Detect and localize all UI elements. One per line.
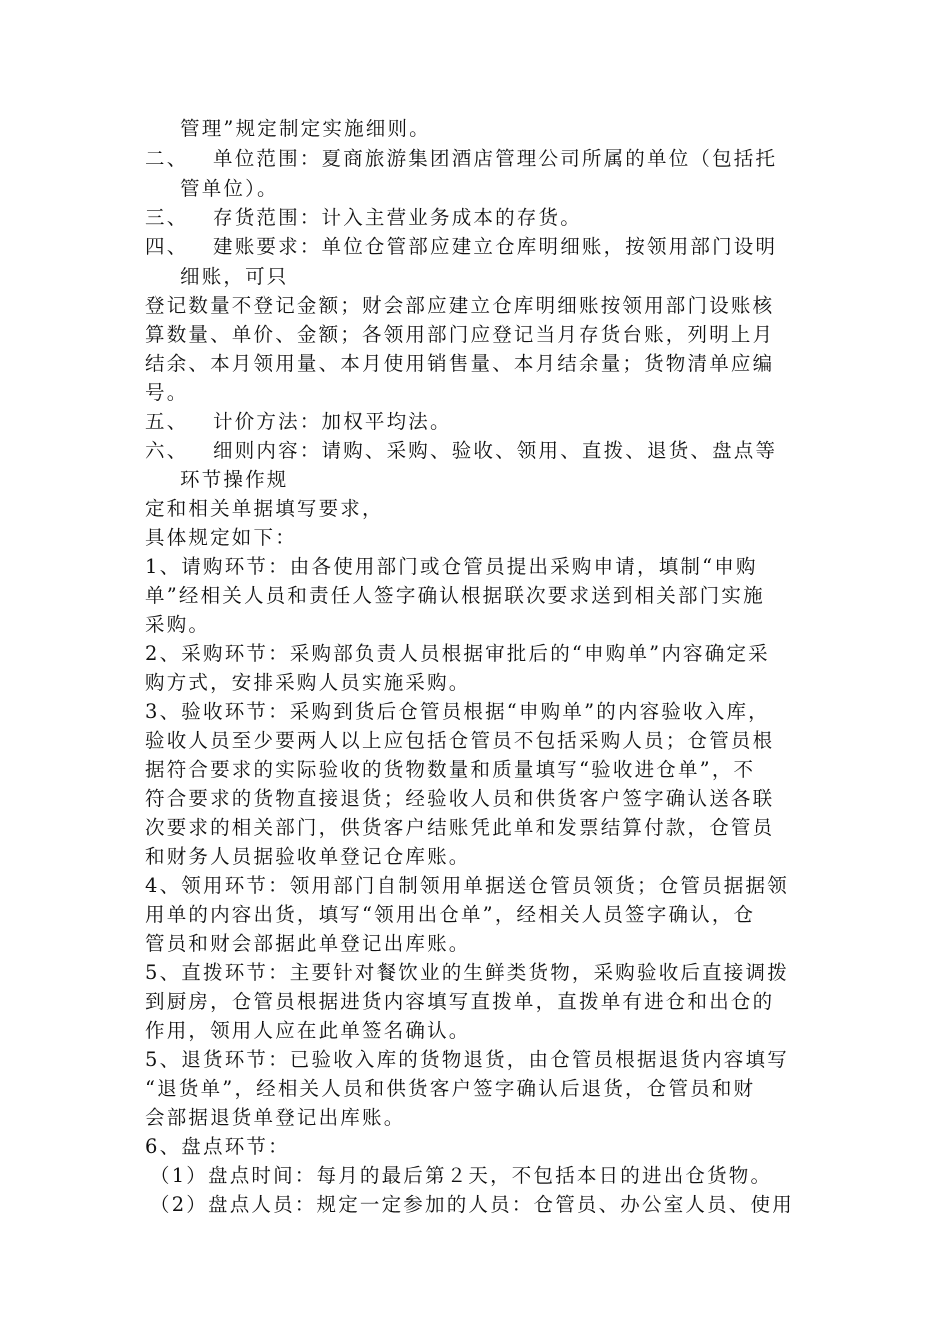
- section-heading: [145, 436, 810, 466]
- text-line: （1）盘点时间：每月的最后第２天，不包括本日的进出仓货物。: [150, 1164, 773, 1187]
- text-line: 算数量、单价、金额；各领用部门应登记当月存货台账，列明上月: [145, 323, 775, 346]
- text-line: 管员和财会部据此单登记出库账。: [145, 932, 471, 955]
- text-line: 和财务人员据验收单登记仓库账。: [145, 845, 471, 868]
- text-line: 1、请购环节：由各使用部门或仓管员提出采购申请，填制“申购: [145, 555, 758, 578]
- section-number: 三、: [145, 206, 189, 229]
- text-line: 购方式，安排采购人员实施采购。: [145, 671, 471, 694]
- text-line: 2、采购环节：采购部负责人员根据审批后的“申购单”内容确定采: [145, 642, 770, 665]
- text-line: 管单位）。: [180, 177, 279, 200]
- section-heading: [145, 232, 810, 262]
- text-line: 6、盘点环节：: [145, 1135, 290, 1158]
- text-line: 符合要求的货物直接退货；经验收人员和供货客户签字确认送各联: [145, 787, 775, 810]
- text-line: 3、验收环节：采购到货后仓管员根据“申购单”的内容验收入库，: [145, 700, 770, 723]
- text-line: 号。: [145, 381, 189, 404]
- text-line: 4、领用环节：领用部门自制领用单据送仓管员领货；仓管员据据领: [145, 874, 789, 897]
- text-line: 采购。: [145, 613, 211, 636]
- text-line: 登记数量不登记金额；财会部应建立仓库明细账按领用部门设账核: [145, 294, 775, 317]
- text-line: 会部据退货单登记出库账。: [145, 1106, 406, 1129]
- text-line: 细账，可只: [180, 265, 289, 288]
- text-line: 具体规定如下：: [145, 526, 297, 549]
- section-text: 单位范围：夏商旅游集团酒店管理公司所属的单位（包括托: [213, 147, 778, 170]
- text-line: 作用，领用人应在此单签名确认。: [145, 1019, 471, 1042]
- text-line: 据符合要求的实际验收的货物数量和质量填写“验收进仓单”，不: [145, 758, 756, 781]
- text-line: 5、退货环节：已验收入库的货物退货，由仓管员根据退货内容填写: [145, 1048, 789, 1071]
- section-number: 二、: [145, 147, 189, 170]
- text-line: 管理”规定制定实施细则。: [180, 117, 431, 140]
- section-text: 细则内容：请购、采购、验收、领用、直拨、退货、盘点等: [213, 439, 778, 462]
- text-line: 5、直拨环节：主要针对餐饮业的生鲜类货物，采购验收后直接调拨: [145, 961, 789, 984]
- section-text: 存货范围：计入主营业务成本的存货。: [213, 206, 582, 229]
- section-number: 五、: [145, 410, 189, 433]
- text-line: 次要求的相关部门，供货客户结账凭此单和发票结算付款，仓管员: [145, 816, 775, 839]
- section-number: 四、: [145, 235, 189, 258]
- section-heading: [145, 144, 810, 174]
- section-text: 建账要求：单位仓管部应建立仓库明细账，按领用部门设明: [213, 235, 778, 258]
- text-line: 用单的内容出货，填写“领用出仓单”，经相关人员签字确认，仓: [145, 903, 756, 926]
- text-line: 验收人员至少要两人以上应包括仓管员不包括采购人员；仓管员根: [145, 729, 775, 752]
- text-line: 环节操作规: [180, 468, 289, 491]
- text-line: “退货单”，经相关人员和供货客户签字确认后退货，仓管员和财: [145, 1077, 756, 1100]
- section-number: 六、: [145, 439, 189, 462]
- text-line: （2）盘点人员：规定一定参加的人员：仓管员、办公室人员、使用: [150, 1193, 794, 1216]
- text-line: 到厨房，仓管员根据进货内容填写直拨单，直拨单有进仓和出仓的: [145, 990, 775, 1013]
- section-heading: [145, 407, 810, 437]
- text-line: 定和相关单据填写要求，: [145, 497, 384, 520]
- text-line: 结余、本月领用量、本月使用销售量、本月结余量；货物清单应编: [145, 352, 775, 375]
- text-line: 单”经相关人员和责任人签字确认根据联次要求送到相关部门实施: [145, 584, 765, 607]
- section-heading: [145, 203, 810, 233]
- section-text: 计价方法：加权平均法。: [213, 410, 452, 433]
